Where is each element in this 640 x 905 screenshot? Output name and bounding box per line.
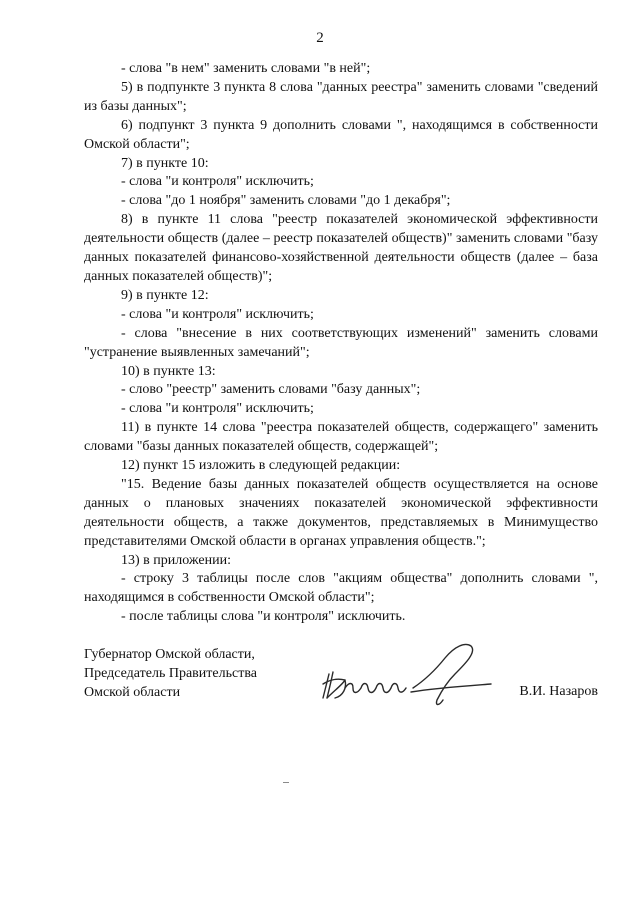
paragraph: - слова "до 1 ноября" заменить словами "до 1 декабря";	[121, 193, 451, 209]
paragraph: - слова "и контроля" исключить;	[121, 306, 314, 322]
paragraph: - строку 3 таблицы после слов "акциям общества" дополнить словами ", находящимся в собственности Омской области";	[84, 571, 598, 606]
paragraph: - слова "и контроля" исключить;	[121, 401, 314, 417]
paragraph: 13) в приложении:	[121, 552, 231, 568]
paragraph: 5) в подпункте 3 пункта 8 слова "данных реестра" заменить словами "сведений из базы данных";	[84, 79, 598, 114]
paragraph: 6) подпункт 3 пункта 9 дополнить словами ", находящимся в собственности Омской области";	[84, 117, 598, 152]
document-body	[84, 60, 598, 627]
page-number: 2	[316, 30, 324, 46]
scan-speck	[283, 782, 289, 783]
paragraph: - слова "в нем" заменить словами "в ней";	[121, 61, 371, 76]
signatory-name: В.И. Назаров	[519, 684, 598, 699]
signatory-title-line: Губернатор Омской области,	[84, 647, 255, 662]
paragraph: 9) в пункте 12:	[121, 287, 209, 303]
signatory-title	[84, 645, 257, 702]
signatory-title-line: Председатель Правительства	[84, 666, 257, 681]
signatory-title-line: Омской области	[84, 685, 181, 700]
paragraph: - слова "внесение в них соответствующих изменений" заменить словами "устранение выявленных замечаний";	[84, 325, 598, 360]
handwritten-signature-icon	[315, 640, 495, 712]
paragraph: "15. Ведение базы данных показателей обществ осуществляется на основе данных о плановых значениях показателей экономической эффективности деятельности обществ, а также документов, представляемых в Минимущество представителями Омской области в органах управления обществ.";	[84, 476, 598, 549]
paragraph: - слово "реестр" заменить словами "базу данных";	[121, 382, 421, 398]
paragraph: 11) в пункте 14 слова "реестра показателей обществ, содержащего" заменить словами "базы данных показателей обществ, содержащей";	[84, 420, 598, 455]
paragraph: 10) в пункте 13:	[121, 363, 216, 379]
paragraph: - слова "и контроля" исключить;	[121, 174, 314, 190]
paragraph: 8) в пункте 11 слова "реестр показателей экономической эффективности деятельности обществ (далее – реестр показателей обществ)" заменить словами "базу данных показателей финансово-хозяйственной деятельности обществ (далее – база данных показателей обществ)";	[84, 212, 598, 284]
paragraph: - после таблицы слова "и контроля" исключить.	[121, 609, 406, 625]
paragraph: 12) пункт 15 изложить в следующей редакции:	[121, 458, 401, 474]
paragraph: 7) в пункте 10:	[121, 155, 209, 171]
